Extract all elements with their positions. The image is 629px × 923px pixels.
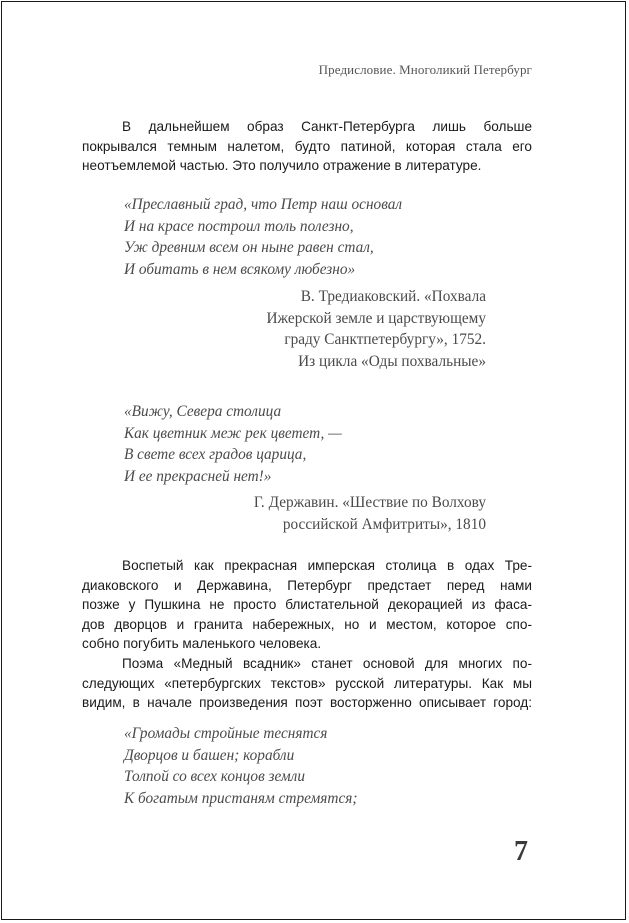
verse-1-line: И обитать в нем всякому любезно» — [124, 260, 356, 278]
attribution-2-line: Г. Державин. «Шествие по Волхову — [253, 494, 486, 511]
paragraph-2-line: собно погубить маленького человека. — [82, 636, 322, 651]
paragraph-3-line: видим, в начале произведения поэт восторженно описывает город: — [82, 695, 532, 710]
paragraph-2-line: дов дворцов и гранита набережных, но и местом, которое спо- — [82, 616, 532, 632]
verse-3-line: Толпой со всех концов земли — [124, 768, 305, 785]
verse-1-line: Уж древним всем он ныне равен стал, — [124, 239, 374, 256]
attribution-2 — [156, 492, 486, 535]
page-number: 7 — [514, 836, 528, 867]
verse-2-line: В свете всех градов царица, — [124, 446, 307, 463]
verse-1-line: «Преславный град, что Петр наш основал — [124, 196, 403, 213]
attribution-1-line: Ижерской земле и царствующему — [266, 309, 486, 327]
paragraph-2-line: Воспетый как прекрасная имперская столица в одах Тре- — [122, 558, 532, 573]
paragraph-3-line: следующих «петербургских текстов» русской литературы. Как мы — [82, 675, 532, 691]
paragraph-1-line: покрывался темным налетом, будто патиной, которая стала его — [82, 138, 532, 154]
verse-3-line: К богатым пристаням стремятся; — [124, 789, 358, 807]
paragraph-2-line: позже у Пушкина не просто блистательной декорацией из фаса- — [82, 597, 532, 612]
verse-2 — [124, 401, 524, 487]
paragraph-1 — [82, 117, 532, 176]
paragraph-3-line: Поэма «Медный всадник» станет основой для многих по- — [122, 656, 532, 671]
verse-2-line: И ее прекрасней нет!» — [124, 467, 272, 485]
paragraph-2 — [82, 556, 532, 654]
verse-2-line: «Вижу, Севера столица — [124, 403, 282, 420]
attribution-1-line: В. Тредиаковский. «Похвала — [300, 288, 486, 305]
attribution-1 — [156, 286, 486, 372]
paragraph-2-line: диаковского и Державина, Петербург предстает перед нами — [82, 577, 532, 593]
attribution-2-line: российской Амфитриты», 1810 — [282, 515, 486, 533]
paragraph-1-line: В дальнейшем образ Санкт-Петербурга лишь больше — [122, 119, 532, 134]
paragraph-1-line: неотъемлемой частью. Это получило отражение в литературе. — [82, 158, 482, 173]
verse-3-line: «Громады стройные теснятся — [124, 725, 328, 742]
verse-1 — [124, 194, 524, 280]
verse-1-line: И на красе построил толь полезно, — [124, 217, 354, 235]
attribution-1-line: Из цикла «Оды похвальные» — [298, 352, 486, 370]
verse-3 — [124, 723, 524, 809]
verse-3-line: Дворцов и башен; корабли — [124, 746, 295, 764]
verse-2-line: Как цветник меж рек цветет, — — [124, 424, 342, 442]
attribution-1-line: граду Санктпетербургу», 1752. — [284, 331, 486, 348]
running-head: Предисловие. Многоликий Петербург — [318, 62, 532, 77]
paragraph-3 — [82, 654, 532, 713]
